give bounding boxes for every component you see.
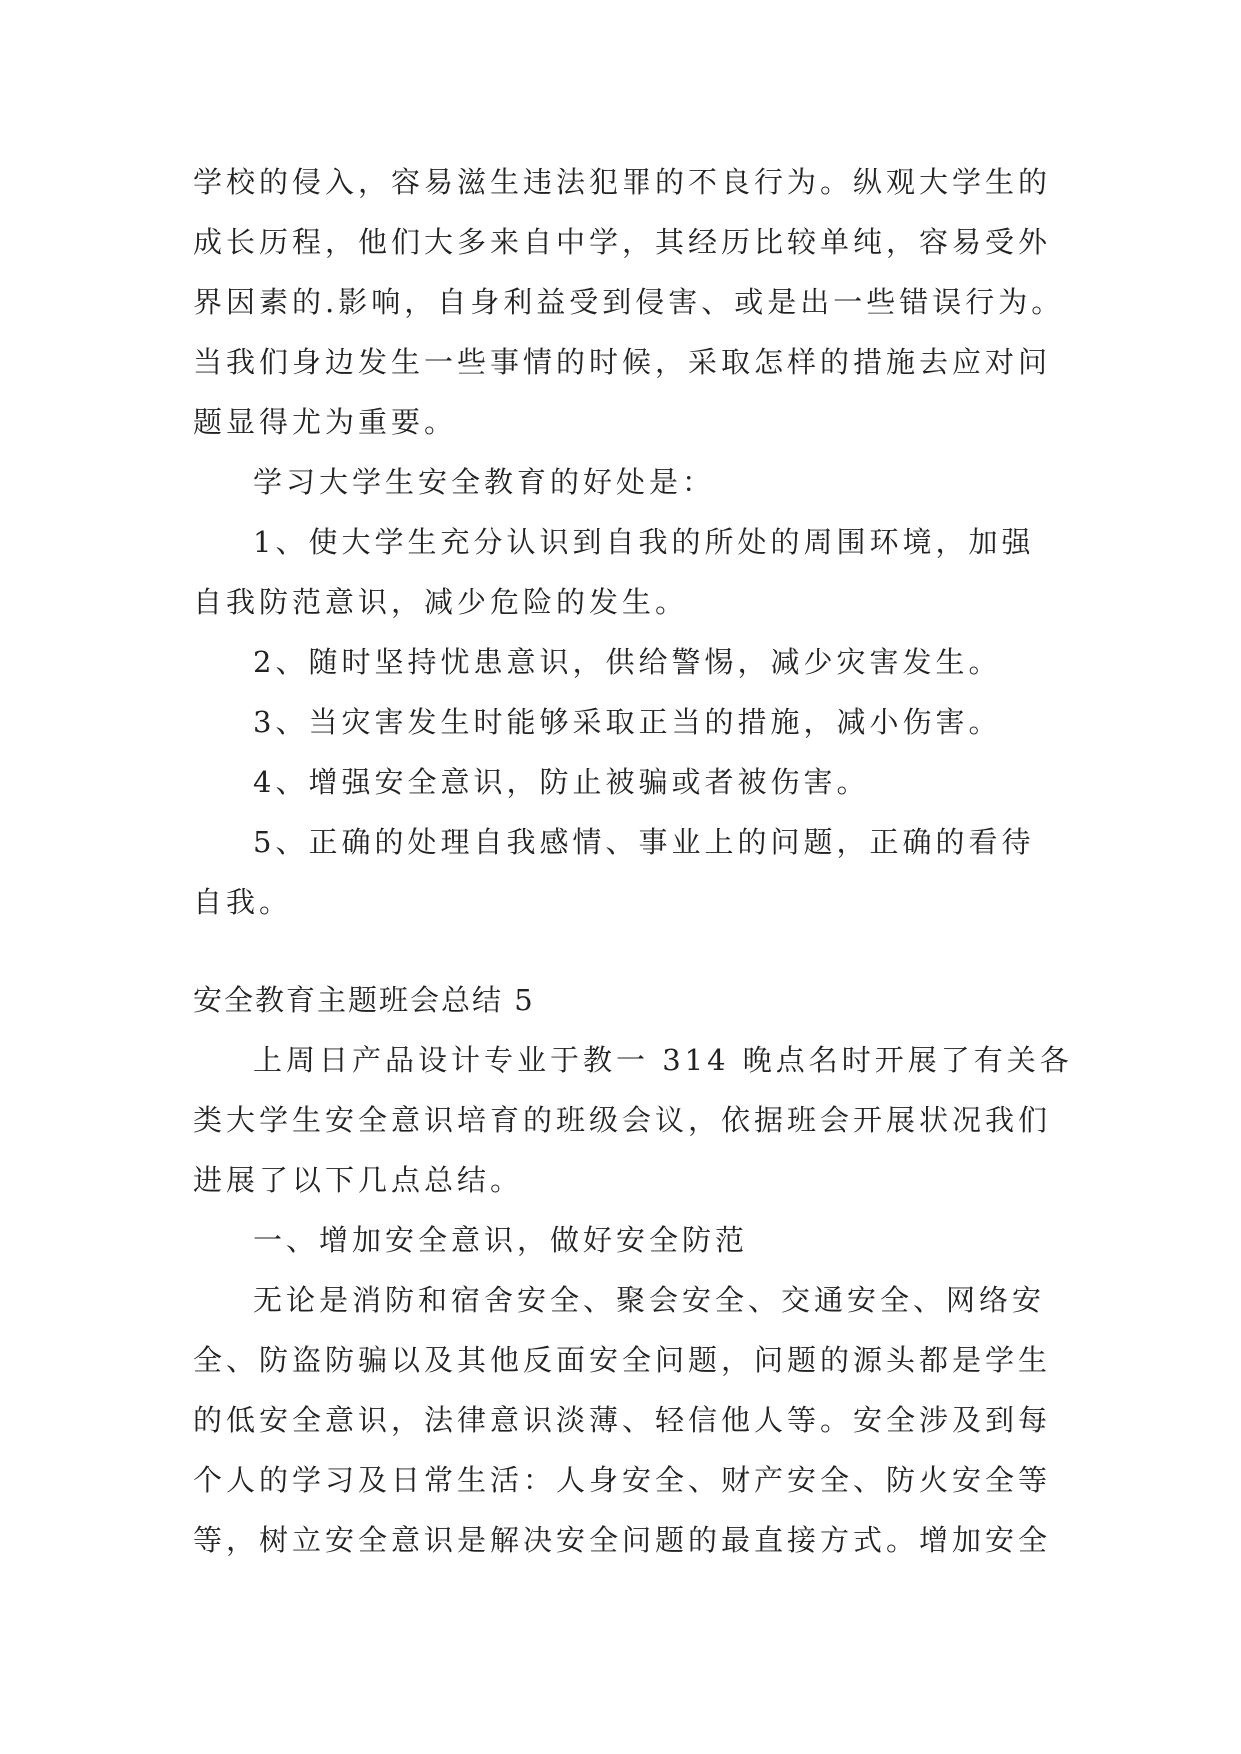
text-line: 题显得尤为重要。 <box>193 405 458 439</box>
text-line: 类大学生安全意识培育的班级会议，依据班会开展状况我们 <box>193 1103 1052 1137</box>
text-line: 个人的学习及日常生活：人身安全、财产安全、防火安全等 <box>193 1463 1052 1497</box>
text-line: 当我们身边发生一些事情的时候，采取怎样的措施去应对问 <box>193 345 1052 379</box>
list-item: 2、随时坚持忧患意识，供给警惕，减少灾害发生。 <box>253 645 1002 679</box>
list-item-continuation: 自我防范意识，减少危险的发生。 <box>193 585 689 619</box>
text-line: 进展了以下几点总结。 <box>193 1163 524 1197</box>
section-title: 安全教育主题班会总结 5 <box>193 983 535 1017</box>
text-line: 全、防盗防骗以及其他反面安全问题，问题的源头都是学生 <box>193 1343 1052 1377</box>
list-item: 4、增强安全意识，防止被骗或者被伤害。 <box>253 765 870 799</box>
text-line: 学校的侵入，容易滋生违法犯罪的不良行为。纵观大学生的 <box>193 165 1052 199</box>
list-item: 1、使大学生充分认识到自我的所处的周围环境，加强 <box>253 525 1035 559</box>
text-line: 等，树立安全意识是解决安全问题的最直接方式。增加安全 <box>193 1523 1052 1557</box>
text-line: 成长历程，他们大多来自中学，其经历比较单纯，容易受外 <box>193 225 1052 259</box>
text-line: 界因素的.影响，自身利益受到侵害、或是出一些错误行为。 <box>193 285 1065 319</box>
subheading: 一、增加安全意识，做好安全防范 <box>253 1223 749 1257</box>
text-line: 无论是消防和宿舍安全、聚会安全、交通安全、网络安 <box>253 1283 1046 1317</box>
list-item: 5、正确的处理自我感情、事业上的问题，正确的看待 <box>253 825 1035 859</box>
text-line: 上周日产品设计专业于教一 314 晚点名时开展了有关各 <box>253 1043 1073 1077</box>
list-item: 3、当灾害发生时能够采取正当的措施，减小伤害。 <box>253 705 1002 739</box>
list-item-continuation: 自我。 <box>193 885 293 919</box>
benefits-intro: 学习大学生安全教育的好处是： <box>253 465 716 499</box>
text-line: 的低安全意识，法律意识淡薄、轻信他人等。安全涉及到每 <box>193 1403 1052 1437</box>
